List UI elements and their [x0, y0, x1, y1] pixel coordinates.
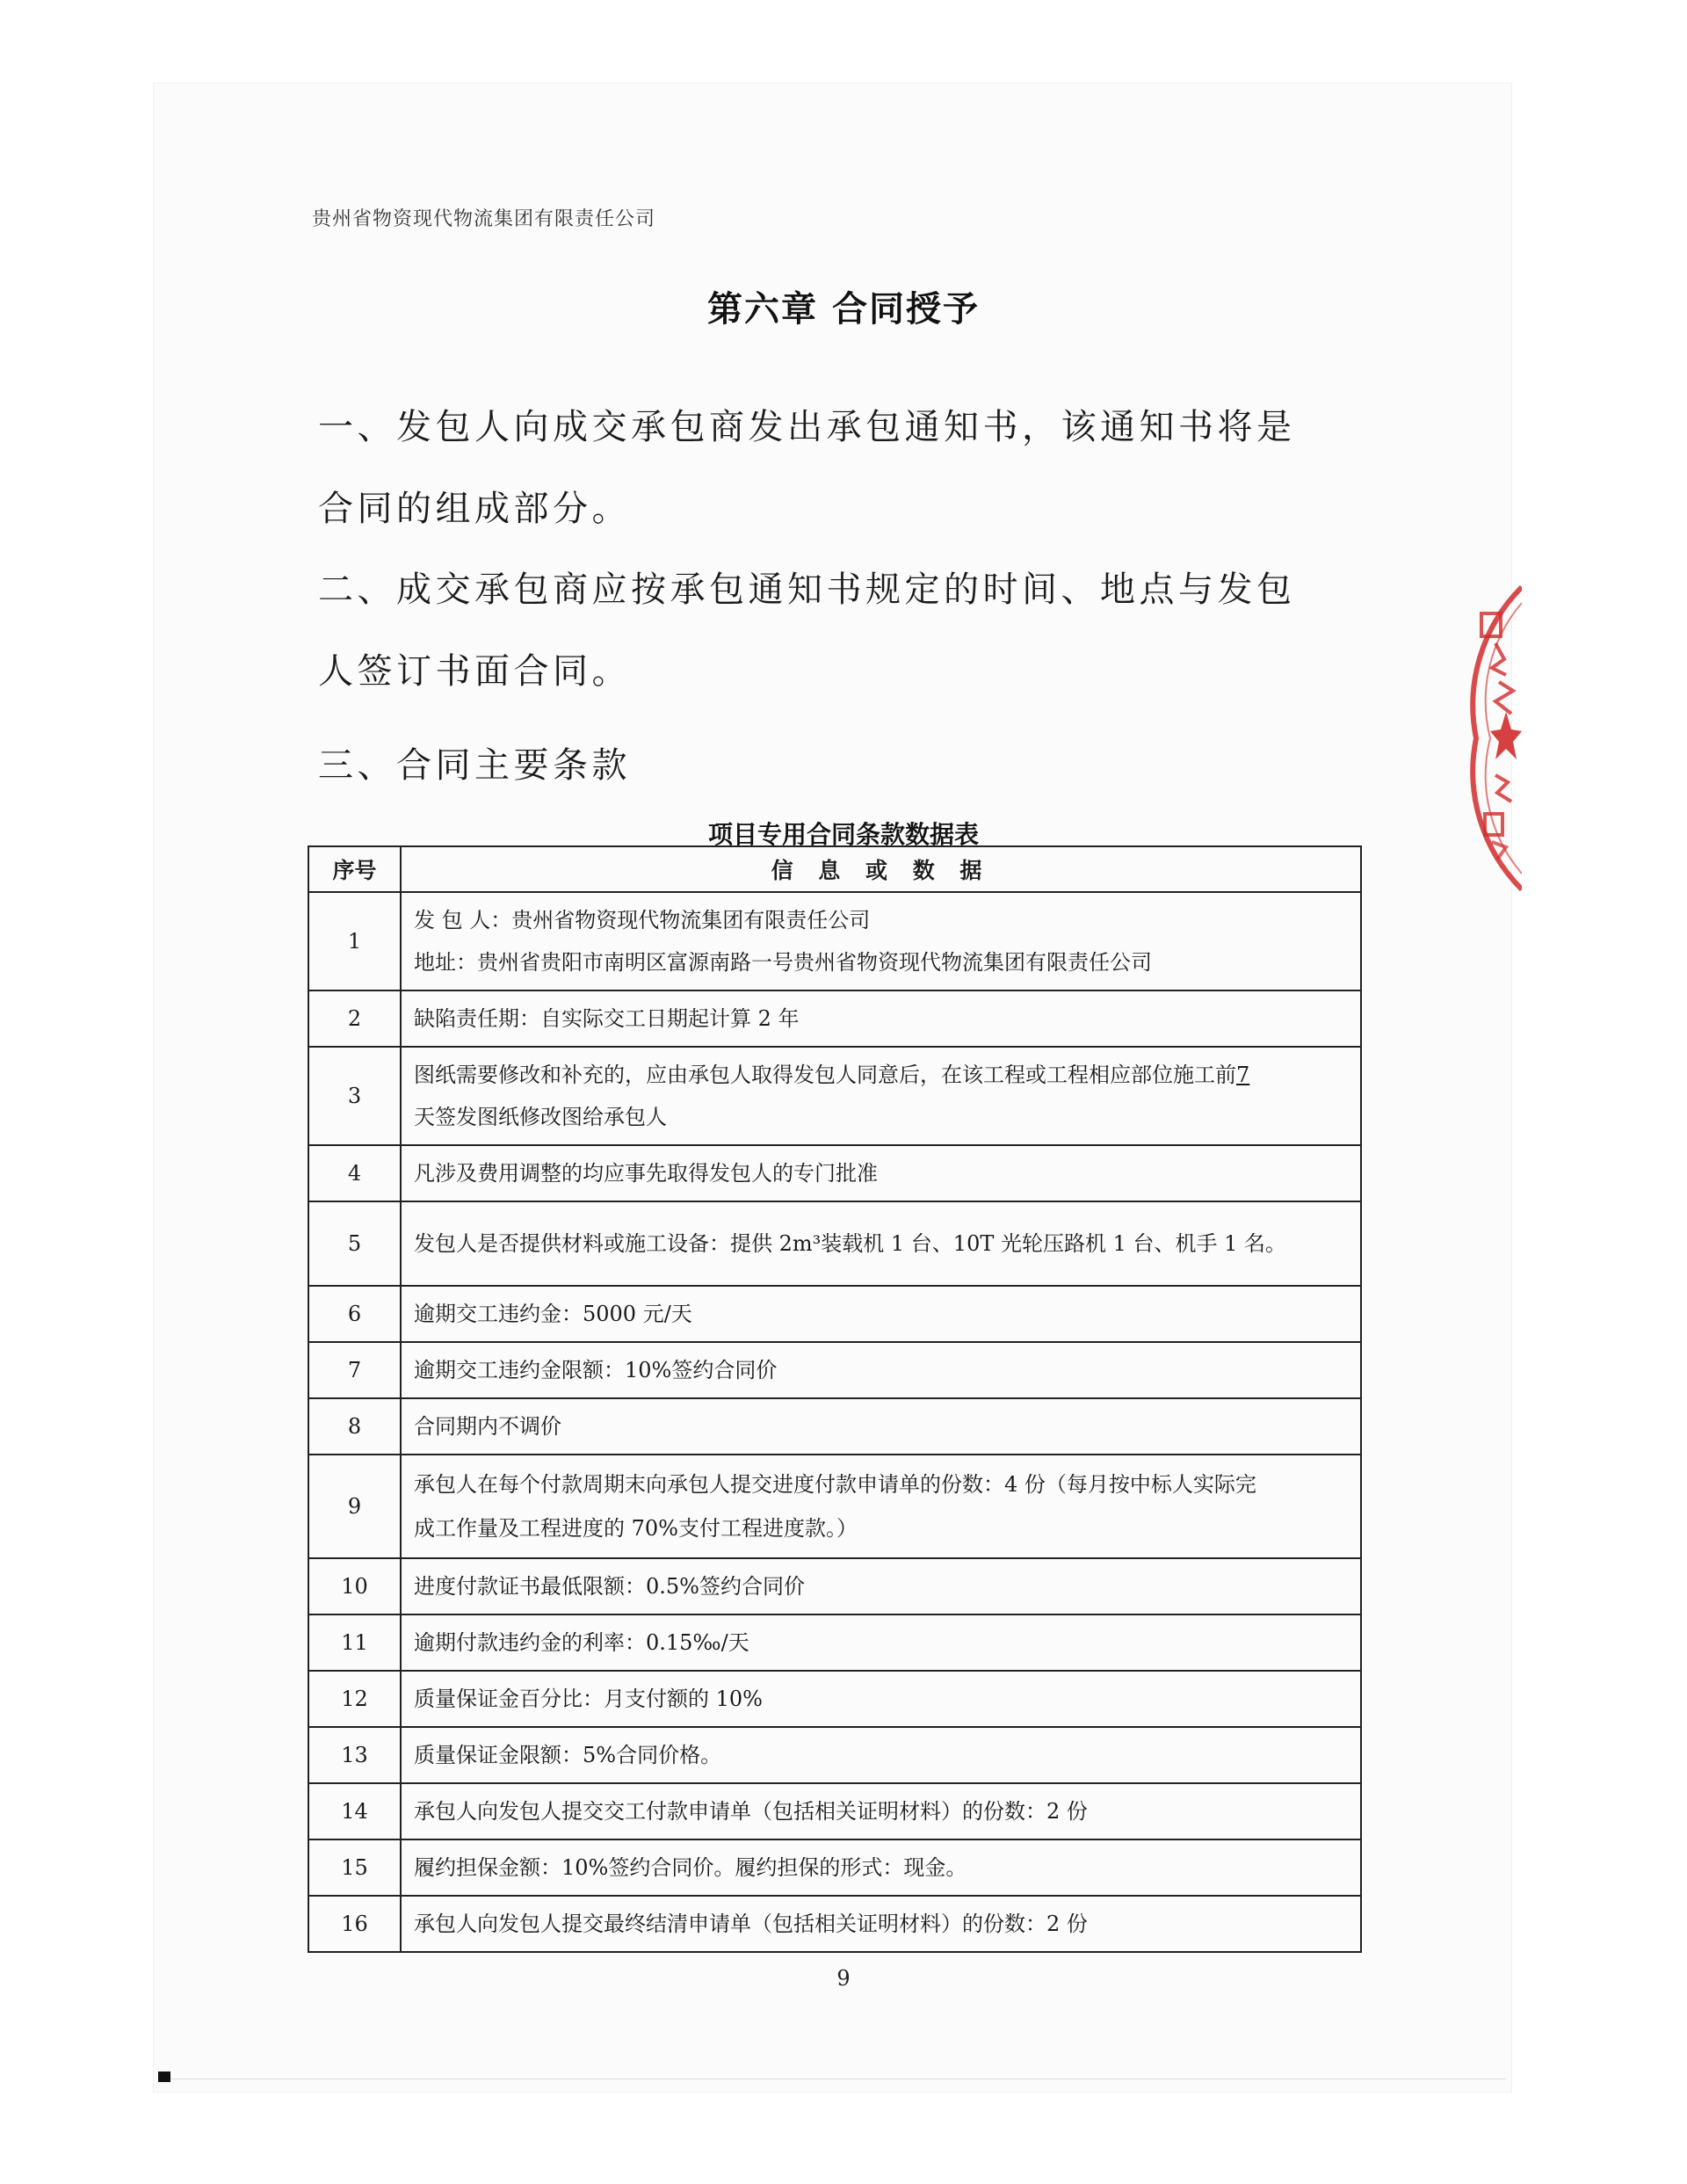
- table-row: [308, 1201, 1361, 1286]
- row-number: 16: [308, 1896, 401, 1952]
- row-info-line: 合同期内不调价: [414, 1414, 561, 1439]
- row-info-line-2: 天签发图纸修改图给承包人: [414, 1105, 667, 1129]
- row-number: 9: [308, 1455, 401, 1558]
- row-number: 15: [308, 1839, 401, 1896]
- table-row: [308, 1783, 1361, 1839]
- table-row: [308, 1614, 1361, 1671]
- paragraph-main-terms: 三、合同主要条款: [318, 745, 631, 786]
- row-info: [401, 892, 1361, 990]
- row-info: [401, 1783, 1361, 1839]
- header-info-or-data: 信 息 或 数 据: [401, 846, 1361, 892]
- table-row: [308, 1145, 1361, 1201]
- row-number: 4: [308, 1145, 401, 1201]
- chapter-title: 第六章 合同授予: [707, 289, 980, 330]
- table-row: [308, 1727, 1361, 1783]
- row-number: 12: [308, 1671, 401, 1727]
- table-row: [308, 1342, 1361, 1398]
- table-row: [308, 1286, 1361, 1342]
- row-info-line: 履约担保金额：10%签约合同价。履约担保的形式：现金。: [414, 1855, 967, 1880]
- row-info: [401, 1671, 1361, 1727]
- table-row: [308, 1839, 1361, 1896]
- row-number: 5: [308, 1201, 401, 1286]
- official-seal-fragment: [1469, 580, 1522, 896]
- row-info: [401, 1839, 1361, 1896]
- row-number: 11: [308, 1614, 401, 1671]
- paragraph-contract-signing: 二、成交承包商应按承包通知书规定的时间、地点与发包人签订书面合同。: [318, 570, 1296, 692]
- underlined-days-value: 7: [1236, 1063, 1250, 1087]
- row-info-text: 图纸需要修改和补充的，应由承包人取得发包人同意后，在该工程或工程相应部位施工前: [414, 1063, 1236, 1087]
- paragraph-contract-notice: 一、发包人向成交承包商发出承包通知书，该通知书将是合同的组成部分。: [318, 407, 1296, 529]
- row-info-line: 质量保证金百分比：月支付额的 10%: [414, 1687, 763, 1711]
- row-info: [401, 1614, 1361, 1671]
- header-serial-number: 序号: [308, 846, 401, 892]
- row-number: 7: [308, 1342, 401, 1398]
- row-number: 6: [308, 1286, 401, 1342]
- row-info-line: 承包人向发包人提交最终结清申请单（包括相关证明材料）的份数：2 份: [414, 1912, 1088, 1936]
- row-info-line: 缺陷责任期：自实际交工日期起计算 2 年: [414, 1006, 800, 1031]
- row-info-line: 逾期付款违约金的利率：0.15‰/天: [414, 1630, 749, 1655]
- row-info: [401, 1201, 1361, 1286]
- table-row: [308, 1896, 1361, 1952]
- seal-graphic: [1469, 580, 1522, 896]
- row-info-line: 凡涉及费用调整的均应事先取得发包人的专门批准: [414, 1161, 878, 1186]
- row-info-line: 发包人是否提供材料或施工设备：提供 2m³装载机 1 台、10T 光轮压路机 1 台、机手 1 名。: [414, 1231, 1287, 1256]
- row-number: 13: [308, 1727, 401, 1783]
- row-info-line: 质量保证金限额：5%合同价格。: [414, 1743, 722, 1767]
- row-info: [401, 1145, 1361, 1201]
- table-row: [308, 1671, 1361, 1727]
- row-info-line: 发 包 人：贵州省物资现代物流集团有限责任公司: [414, 908, 871, 932]
- table-row: [308, 990, 1361, 1047]
- row-number: 3: [308, 1047, 401, 1145]
- row-info: [401, 1286, 1361, 1342]
- row-info-line: 成工作量及工程进度的 70%支付工程进度款。）: [414, 1516, 858, 1541]
- page-number: 9: [836, 1966, 851, 1991]
- row-number: 10: [308, 1558, 401, 1614]
- row-info: [401, 1896, 1361, 1952]
- row-info: [401, 1047, 1361, 1145]
- table-row: [308, 892, 1361, 990]
- row-info-line: 地址：贵州省贵阳市南明区富源南路一号贵州省物资现代物流集团有限责任公司: [414, 950, 1152, 975]
- row-number: 8: [308, 1398, 401, 1455]
- row-info: [401, 1558, 1361, 1614]
- table-title: 项目专用合同条款数据表: [707, 820, 979, 849]
- table-row: [308, 1558, 1361, 1614]
- table-header-row: [308, 846, 1361, 892]
- table-row: [308, 1455, 1361, 1558]
- row-info: [401, 990, 1361, 1047]
- row-info-line: 逾期交工违约金：5000 元/天: [414, 1302, 692, 1326]
- contract-terms-table: [308, 845, 1362, 1953]
- row-number: 2: [308, 990, 401, 1047]
- row-info-line: 逾期交工违约金限额：10%签约合同价: [414, 1358, 778, 1382]
- row-info: [401, 1398, 1361, 1455]
- row-number: 1: [308, 892, 401, 990]
- table-row: [308, 1398, 1361, 1455]
- row-info-line: 进度付款证书最低限额：0.5%签约合同价: [414, 1574, 805, 1599]
- row-info: [401, 1727, 1361, 1783]
- row-info-line: 承包人向发包人提交交工付款申请单（包括相关证明材料）的份数：2 份: [414, 1799, 1088, 1824]
- scan-corner-mark: [158, 2072, 170, 2082]
- table-row: [308, 1047, 1361, 1145]
- company-header: 贵州省物资现代物流集团有限责任公司: [312, 208, 656, 230]
- row-number: 14: [308, 1783, 401, 1839]
- row-info: [401, 1342, 1361, 1398]
- row-info-line: 承包人在每个付款周期末向承包人提交进度付款申请单的份数：4 份（每月按中标人实际完: [414, 1472, 1256, 1497]
- row-info: [401, 1455, 1361, 1558]
